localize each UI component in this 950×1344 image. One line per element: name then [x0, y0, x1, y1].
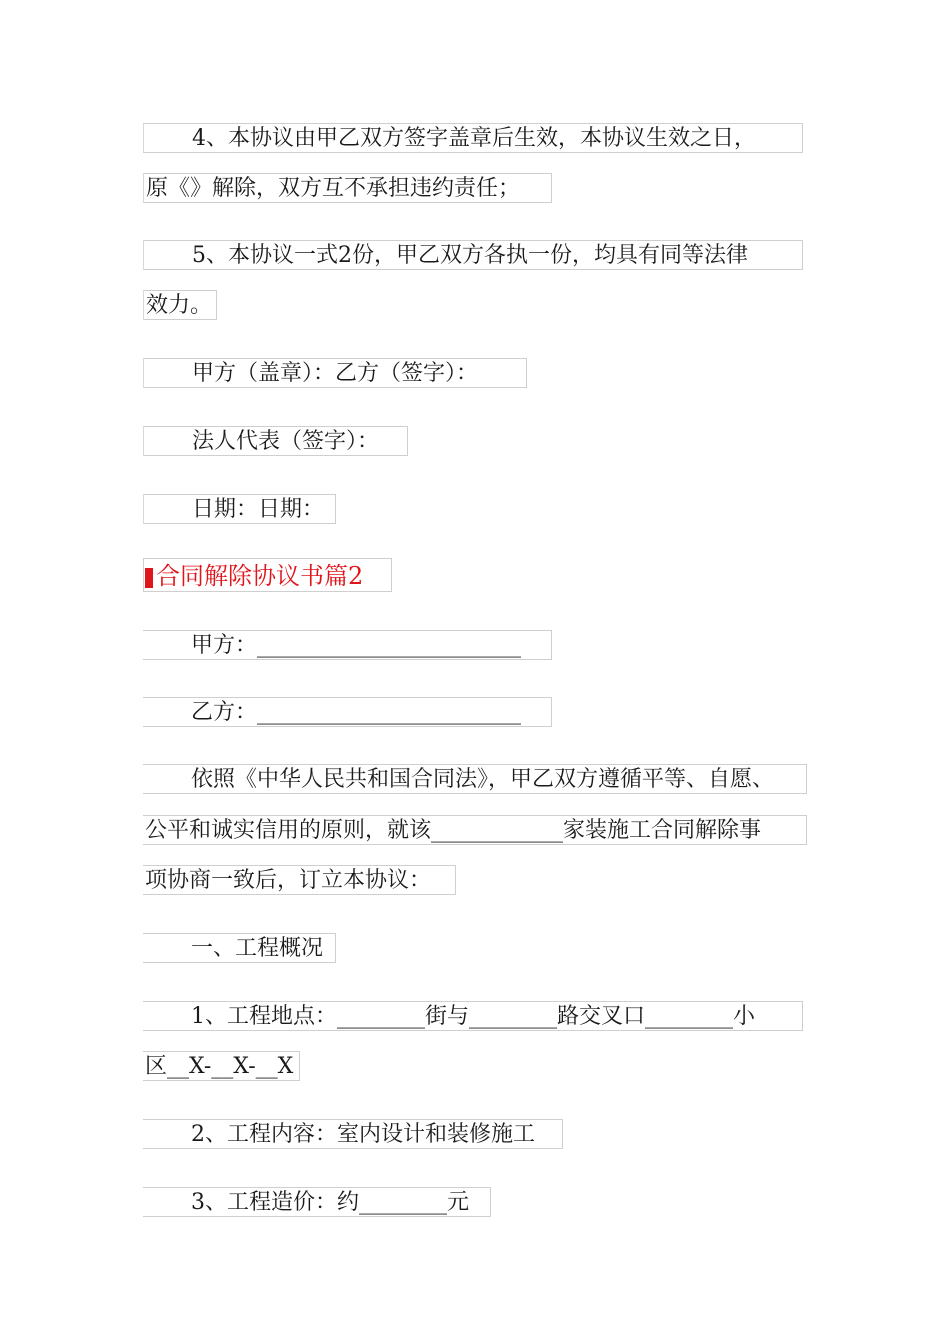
clause-4-line-1: 4、本协议由甲乙双方签字盖章后生效，本协议生效之日， [143, 123, 803, 153]
item-2-line: 2、工程内容：室内设计和装修施工 [143, 1119, 563, 1149]
part-1-title: 一、工程概况 [143, 933, 336, 963]
party-a-line: 甲方：________________________ [143, 630, 552, 660]
clause-5-line-2: 效力。 [143, 290, 217, 320]
intro-line-3: 项协商一致后，订立本协议： [143, 865, 456, 895]
section-heading-text: 合同解除协议书篇2 [156, 562, 364, 590]
section-heading [143, 558, 392, 592]
signature-parties: 甲方（盖章）：乙方（签字）： [143, 358, 527, 388]
item-3-line: 3、工程造价：约________元 [143, 1187, 491, 1217]
intro-line-1: 依照《中华人民共和国合同法》，甲乙双方遵循平等、自愿、 [143, 764, 807, 794]
item-1-line-1: 1、工程地点：________街与________路交叉口________小 [143, 1001, 803, 1031]
item-1-line-2: 区__X-__X-__X [143, 1051, 300, 1081]
heading-marker [145, 568, 153, 588]
intro-line-2: 公平和诚实信用的原则，就该____________家装施工合同解除事 [143, 815, 807, 845]
clause-5-line-1: 5、本协议一式2份，甲乙双方各执一份，均具有同等法律 [143, 240, 803, 270]
legal-representative: 法人代表（签字）： [143, 426, 408, 456]
clause-4-line-2: 原《》解除，双方互不承担违约责任； [143, 173, 552, 203]
party-b-line: 乙方：________________________ [143, 697, 552, 727]
signature-dates: 日期：日期： [143, 494, 336, 524]
